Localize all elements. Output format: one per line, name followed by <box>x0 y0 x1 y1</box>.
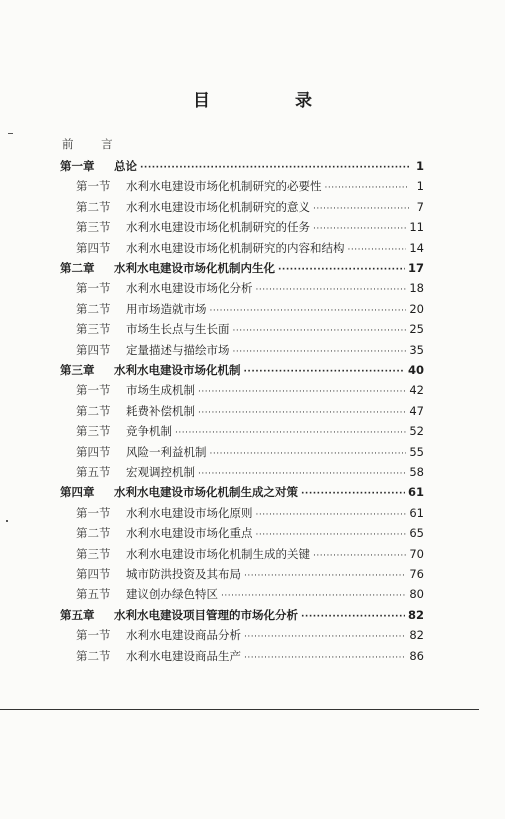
toc-section-entry[interactable] <box>76 382 424 398</box>
toc-section-entry[interactable] <box>76 178 424 194</box>
toc-section-entry[interactable] <box>76 546 424 562</box>
toc-section-entry[interactable] <box>76 403 424 419</box>
page-number: 76 <box>409 567 424 581</box>
chapter-title: 水利水电建设市场化机制生成之对策 <box>114 485 298 500</box>
dot-leader <box>244 363 405 377</box>
toc-section-entry[interactable] <box>76 566 424 582</box>
page-number: 82 <box>409 628 424 643</box>
page-number: 25 <box>409 322 424 337</box>
toc-chapter-entry[interactable] <box>60 260 424 276</box>
page-number: 14 <box>409 240 424 255</box>
toc-section-entry[interactable] <box>76 280 424 296</box>
section-number: 第五节 <box>76 465 111 479</box>
section-number: 第四节 <box>76 444 111 459</box>
chapter-title: 水利水电建设市场化机制内生化 <box>114 261 275 275</box>
page-number: 61 <box>409 505 424 520</box>
toc-section-entry[interactable] <box>76 586 424 602</box>
page-number: 1 <box>415 159 424 173</box>
section-title: 水利水电建设市场化机制研究的必要性 <box>126 179 322 194</box>
toc-section-entry[interactable] <box>76 342 424 358</box>
page-number: 7 <box>416 199 424 214</box>
page-title: 目 录 <box>193 91 346 111</box>
page-number: 20 <box>409 301 424 316</box>
toc-chapter-entry[interactable] <box>60 607 424 623</box>
margin-dot <box>6 520 8 522</box>
dot-leader <box>198 465 406 479</box>
dot-leader <box>244 628 406 642</box>
toc-chapter-entry[interactable] <box>60 484 424 500</box>
section-title: 竞争机制 <box>126 424 172 439</box>
page-number: 55 <box>409 444 424 459</box>
section-number: 第三节 <box>76 220 111 235</box>
page-number: 42 <box>409 383 424 398</box>
section-number: 第三节 <box>76 424 111 439</box>
page-number: 35 <box>409 342 424 357</box>
section-title: 风险一利益机制 <box>126 444 207 459</box>
dot-leader <box>210 445 407 459</box>
section-title: 耗费补偿机制 <box>126 403 195 418</box>
page-number: 65 <box>409 526 424 541</box>
section-number: 第四节 <box>76 342 111 357</box>
section-title: 水利水电建设市场化机制生成的关键 <box>126 546 310 561</box>
toc-section-entry[interactable] <box>76 525 424 541</box>
page-number: 61 <box>407 485 424 500</box>
section-title: 市场生成机制 <box>126 383 195 398</box>
section-number: 第二节 <box>76 301 111 316</box>
dot-leader <box>233 343 407 357</box>
section-number: 第一节 <box>76 179 111 194</box>
section-title: 水利水电建设市场化分析 <box>126 281 253 296</box>
dot-leader <box>256 281 407 295</box>
section-title: 城市防洪投资及其布局 <box>126 567 241 581</box>
page-number: 70 <box>409 546 424 561</box>
page-number: 58 <box>409 465 424 479</box>
section-title: 水利水电建设市场化机制研究的内容和结构 <box>126 240 345 255</box>
dot-leader <box>198 383 406 397</box>
chapter-number: 第一章 <box>60 159 95 173</box>
section-number: 第三节 <box>76 546 111 561</box>
dot-leader <box>313 547 406 561</box>
section-number: 第一节 <box>76 505 111 520</box>
page-number: 1 <box>416 179 424 194</box>
page-number: 82 <box>407 607 424 622</box>
toc-section-entry[interactable] <box>76 219 424 235</box>
chapter-number: 第二章 <box>60 261 95 275</box>
dot-leader <box>221 587 406 601</box>
section-title: 市场生长点与生长面 <box>126 322 230 337</box>
dot-leader <box>140 159 409 173</box>
margin-mark <box>8 133 13 134</box>
section-number: 第一节 <box>76 281 111 296</box>
toc-section-entry[interactable] <box>76 627 424 643</box>
page-number: 11 <box>409 220 424 235</box>
page-number: 47 <box>409 403 424 418</box>
page-number: 80 <box>409 587 424 602</box>
chapter-title: 总论 <box>114 159 137 173</box>
toc-section-entry[interactable] <box>76 321 424 337</box>
preface-label: 前 言 <box>62 137 125 151</box>
page-number: 52 <box>409 424 424 439</box>
dot-leader <box>301 608 405 622</box>
dot-leader <box>256 506 407 520</box>
dot-leader <box>233 322 407 336</box>
page-number: 86 <box>409 648 424 663</box>
dot-leader <box>313 220 406 234</box>
chapter-number: 第三章 <box>60 363 95 377</box>
section-number: 第一节 <box>76 383 111 398</box>
chapter-title: 水利水电建设项目管理的市场化分析 <box>114 607 298 622</box>
section-number: 第二节 <box>76 403 111 418</box>
toc-chapter-entry[interactable] <box>60 362 424 378</box>
section-title: 水利水电建设市场化重点 <box>126 526 253 541</box>
toc-section-entry[interactable] <box>76 505 424 521</box>
section-number: 第一节 <box>76 628 111 643</box>
dot-leader <box>348 241 407 255</box>
section-number: 第二节 <box>76 648 111 663</box>
toc-section-entry[interactable] <box>76 423 424 439</box>
dot-leader <box>325 179 410 193</box>
toc-section-entry[interactable] <box>76 301 424 317</box>
section-title: 定量描述与描绘市场 <box>126 342 230 357</box>
section-title: 水利水电建设商品生产 <box>126 648 241 663</box>
toc-section-entry[interactable] <box>76 648 424 664</box>
toc-section-entry[interactable] <box>76 444 424 460</box>
section-number: 第五节 <box>76 587 111 602</box>
section-title: 用市场造就市场 <box>126 301 207 316</box>
toc-section-entry[interactable] <box>76 240 424 256</box>
section-number: 第四节 <box>76 567 111 581</box>
section-title: 宏观调控机制 <box>126 465 195 479</box>
dot-leader <box>244 649 406 663</box>
page-number: 18 <box>409 281 424 296</box>
section-title: 水利水电建设市场化机制研究的意义 <box>126 199 310 214</box>
section-title: 水利水电建设市场化原则 <box>126 505 253 520</box>
dot-leader <box>198 404 406 418</box>
section-title: 水利水电建设商品分析 <box>126 628 241 643</box>
bottom-rule <box>0 709 479 710</box>
section-number: 第二节 <box>76 526 111 541</box>
chapter-title: 水利水电建设市场化机制 <box>114 363 241 377</box>
section-number: 第三节 <box>76 322 111 337</box>
section-number: 第四节 <box>76 240 111 255</box>
toc-chapter-entry[interactable] <box>60 158 424 174</box>
dot-leader <box>210 302 407 316</box>
section-title: 水利水电建设市场化机制研究的任务 <box>126 220 310 235</box>
section-title: 建议创办绿色特区 <box>126 587 218 602</box>
dot-leader <box>278 261 405 275</box>
chapter-number: 第五章 <box>60 607 95 622</box>
dot-leader <box>175 424 406 438</box>
toc-section-entry[interactable] <box>76 464 424 480</box>
page-number: 17 <box>407 261 424 275</box>
dot-leader <box>256 526 407 540</box>
toc-section-entry[interactable] <box>76 199 424 215</box>
section-number: 第二节 <box>76 199 111 214</box>
dot-leader <box>244 567 406 581</box>
dot-leader <box>301 485 405 499</box>
page-number: 40 <box>407 363 424 377</box>
chapter-number: 第四章 <box>60 485 95 500</box>
dot-leader <box>313 200 409 214</box>
